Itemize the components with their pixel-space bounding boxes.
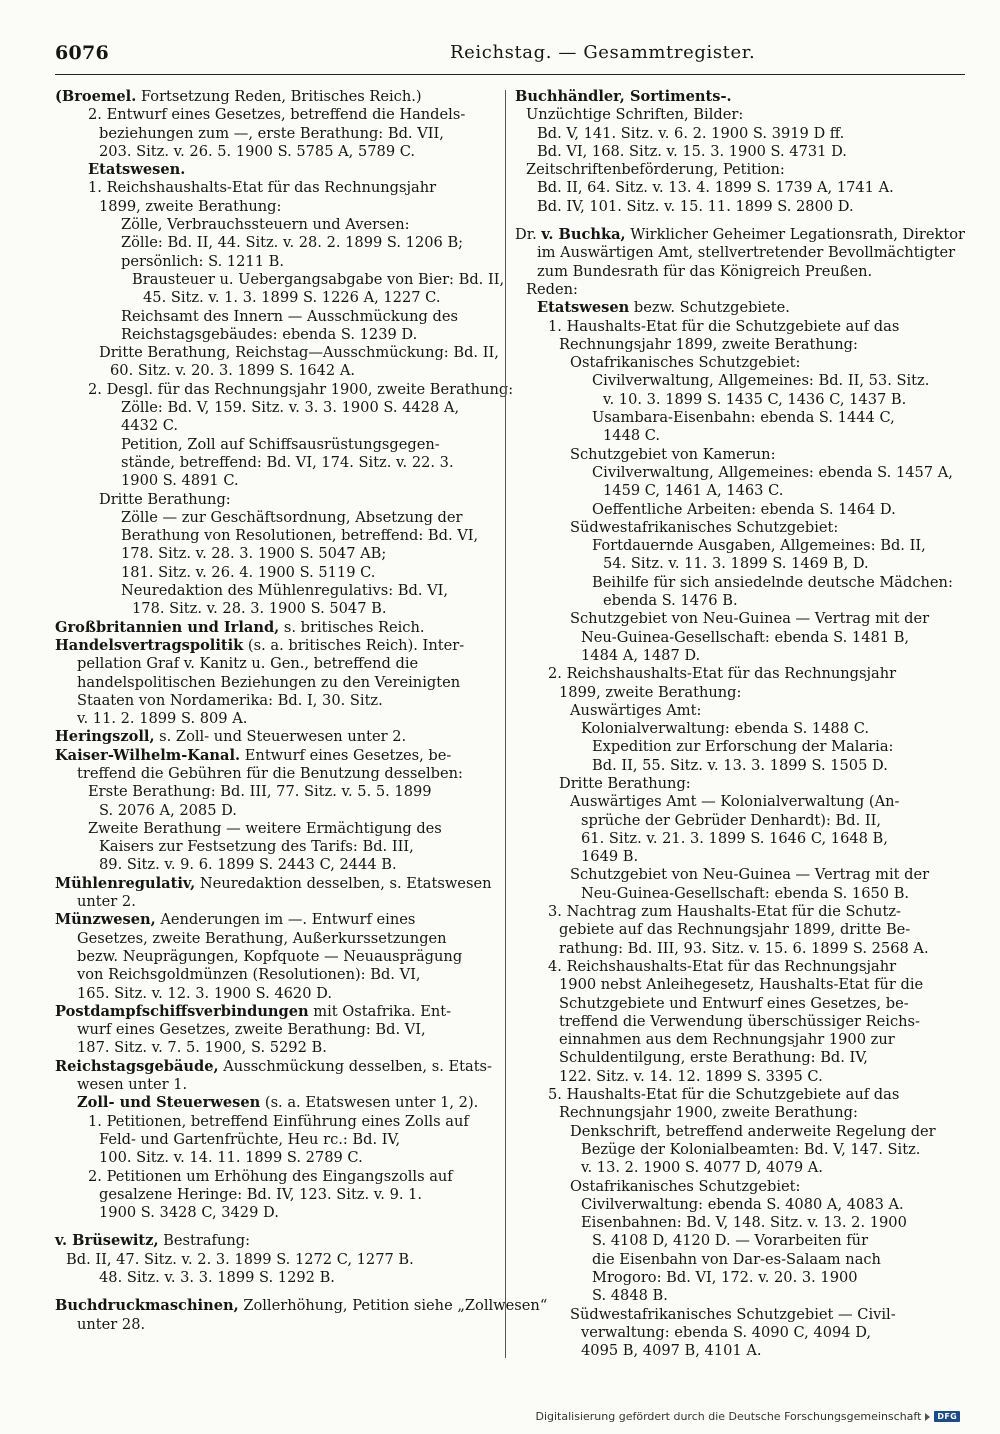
left-column — [55, 88, 548, 1334]
index-line: Reichstagsgebäude, Ausschmückung desselben, s. Etats- — [55, 1057, 492, 1075]
index-keyword: Zoll- und Steuerwesen — [77, 1094, 261, 1112]
index-line: S. 4108 D, 4120 D. — Vorarbeiten für — [592, 1232, 869, 1250]
index-line: wurf eines Gesetzes, zweite Berathung: Bd. VI, — [77, 1021, 426, 1039]
index-line: 187. Sitz. v. 7. 5. 1900, S. 5292 B. — [77, 1039, 327, 1057]
index-line: 1649 B. — [581, 848, 639, 866]
index-line: Beihilfe für sich ansiedelnde deutsche Mädchen: — [592, 573, 953, 591]
index-keyword: Buchhändler, Sortiments-. — [515, 88, 732, 105]
footer — [535, 1410, 960, 1423]
index-keyword: Kaiser-Wilhelm-Kanal. — [55, 746, 241, 764]
index-line: 178. Sitz. v. 28. 3. 1900 S. 5047 B. — [132, 600, 387, 618]
index-line: beziehungen zum —, erste Berathung: Bd. VII, — [99, 124, 444, 142]
index-line: 89. Sitz. v. 9. 6. 1899 S. 2443 C, 2444 B. — [99, 856, 397, 874]
index-line: 4432 C. — [121, 417, 179, 435]
index-line: 1899, zweite Berathung: — [559, 683, 742, 701]
index-line — [515, 88, 953, 106]
index-line: bezw. Neuprägungen, Kopfquote — Neuausprägung — [77, 947, 463, 965]
index-line: Kolonialverwaltung: ebenda S. 1488 C. — [581, 720, 869, 738]
index-line: 2. Desgl. für das Rechnungsjahr 1900, zweite Berathung: — [88, 380, 514, 398]
index-line: gebiete auf das Rechnungsjahr 1899, dritte Be- — [559, 921, 911, 939]
index-line: Bd. II, 47. Sitz. v. 2. 3. 1899 S. 1272 C, 1277 B. — [66, 1250, 414, 1268]
index-keyword: Etatswesen. — [88, 161, 186, 179]
index-line: persönlich: S. 1211 B. — [121, 252, 284, 270]
index-keyword: Münzwesen, — [55, 911, 156, 929]
index-line: Zölle — zur Geschäftsordnung, Absetzung der — [121, 508, 463, 526]
index-line: ebenda S. 1476 B. — [603, 592, 738, 610]
index-line: v. 13. 2. 1900 S. 4077 D, 4079 A. — [581, 1159, 823, 1177]
index-line: Südwestafrikanisches Schutzgebiet: — [570, 518, 839, 536]
index-line: 1448 C. — [603, 427, 661, 445]
index-line: 1. Haushalts-Etat für die Schutzgebiete auf das — [548, 317, 900, 335]
index-line: Schutzgebiete und Entwurf eines Gesetzes, be- — [559, 994, 909, 1012]
index-line: Rechnungsjahr 1900, zweite Berathung: — [559, 1104, 858, 1122]
index-line: v. Brüsewitz, Bestrafung: — [55, 1232, 251, 1250]
index-line: 1. Reichshaushalts-Etat für das Rechnungsjahr — [88, 179, 437, 197]
index-line: verwaltung: ebenda S. 4090 C, 4094 D, — [581, 1323, 872, 1341]
index-keyword: Buchdruckmaschinen, — [55, 1297, 239, 1315]
index-line: 61. Sitz. v. 21. 3. 1899 S. 1646 C, 1648 B, — [581, 829, 888, 847]
index-line: unter 28. — [77, 1315, 146, 1333]
index-line: 181. Sitz. v. 26. 4. 1900 S. 5119 C. — [121, 563, 376, 581]
index-line: 203. Sitz. v. 26. 5. 1900 S. 5785 A, 5789 C. — [99, 142, 416, 160]
index-line: 1. Petitionen, betreffend Einführung eines Zolls auf — [88, 1112, 469, 1130]
index-keyword: (Broemel. — [55, 88, 137, 105]
index-line: einnahmen aus dem Rechnungsjahr 1900 zur — [559, 1031, 895, 1049]
index-line: Dritte Berathung, Reichstag—Ausschmückung: Bd. II, — [99, 344, 499, 362]
index-line: Neu-Guinea-Gesellschaft: ebenda S. 1650 B. — [581, 884, 910, 902]
index-line: die Eisenbahn von Dar-es-Salaam nach — [592, 1250, 881, 1268]
index-line: zum Bundesrath für das Königreich Preußen. — [537, 262, 873, 280]
index-line: Heringszoll, s. Zoll- und Steuerwesen unter 2. — [55, 728, 407, 746]
index-line: Neu-Guinea-Gesellschaft: ebenda S. 1481 B, — [581, 628, 910, 646]
index-line: Feld- und Gartenfrüchte, Heu rc.: Bd. IV, — [99, 1130, 401, 1148]
index-line: Zweite Berathung — weitere Ermächtigung des — [88, 819, 442, 837]
index-line: Brausteuer u. Uebergangsabgabe von Bier: Bd. II, — [132, 270, 505, 288]
index-line: Münzwesen, Aenderungen im —. Entwurf eines — [55, 911, 416, 929]
index-line: Buchdruckmaschinen, Zollerhöhung, Petition siehe „Zollwesen“ — [55, 1297, 548, 1315]
index-keyword: Großbritannien und Irland, — [55, 618, 280, 636]
index-line: 2. Petitionen um Erhöhung des Eingangszolls auf — [88, 1167, 453, 1185]
page-header — [55, 38, 965, 72]
index-line: Mrogoro: Bd. VI, 172. v. 20. 3. 1900 — [592, 1269, 858, 1286]
running-head: Reichstag. — Gesammtregister. — [450, 42, 756, 63]
index-line: Civilverwaltung, Allgemeines: ebenda S. 1457 A, — [592, 463, 953, 481]
index-line: Petition, Zoll auf Schiffsausrüstungsgegen- — [121, 435, 440, 453]
index-line: treffend die Verwendung überschüssiger Reichs- — [559, 1012, 920, 1030]
index-line: Zölle, Verbrauchssteuern und Aversen: — [121, 216, 410, 234]
index-line: gesalzene Heringe: Bd. IV, 123. Sitz. v. 9. 1. — [99, 1185, 423, 1203]
index-line: v. 11. 2. 1899 S. 809 A. — [77, 710, 248, 728]
index-line: Postdampfschiffsverbindungen mit Ostafrika. Ent- — [55, 1002, 452, 1020]
index-line: stände, betreffend: Bd. VI, 174. Sitz. v. 22. 3. — [121, 453, 454, 471]
index-line: 1900 S. 4891 C. — [121, 472, 239, 490]
column-divider — [505, 90, 506, 1358]
index-line: Bd. VI, 168. Sitz. v. 15. 3. 1900 S. 4731 D. — [537, 142, 847, 160]
index-line: 1459 C, 1461 A, 1463 C. — [603, 482, 784, 500]
index-line: Mühlenregulativ, Neuredaktion desselben, s. Etatswesen — [55, 874, 492, 892]
index-line — [55, 161, 493, 179]
index-line: Reden: — [526, 280, 578, 298]
index-line: Großbritannien und Irland, s. britisches Reich. — [55, 618, 425, 636]
index-line: 1900 S. 3428 C, 3429 D. — [99, 1204, 279, 1222]
index-line: Ostafrikanisches Schutzgebiet: — [570, 354, 801, 372]
index-keyword: Handelsvertragspolitik — [55, 636, 244, 654]
index-line: Ostafrikanisches Schutzgebiet: — [570, 1177, 801, 1195]
index-line: Oeffentliche Arbeiten: ebenda S. 1464 D. — [592, 500, 896, 518]
index-line: Reichstagsgebäudes: ebenda S. 1239 D. — [121, 325, 418, 343]
index-line: Bd. II, 55. Sitz. v. 13. 3. 1899 S. 1505 D. — [592, 756, 888, 774]
index-line: Dr. v. Buchka, Wirklicher Geheimer Legationsrath, Direktor — [515, 226, 965, 244]
index-line: v. 10. 3. 1899 S. 1435 C, 1436 C, 1437 B. — [603, 390, 907, 408]
index-line: Zölle: Bd. V, 159. Sitz. v. 3. 3. 1900 S. 4428 A, — [121, 399, 460, 417]
index-line: Schutzgebiet von Kamerun: — [570, 445, 776, 463]
index-keyword: v. Brüsewitz, — [55, 1232, 159, 1250]
index-line: Kaisers zur Festsetzung des Tarifs: Bd. III, — [99, 838, 414, 856]
index-line: wesen unter 1. — [77, 1076, 188, 1094]
index-line: 45. Sitz. v. 1. 3. 1899 S. 1226 A, 1227 C. — [143, 289, 441, 307]
index-line: Zölle: Bd. II, 44. Sitz. v. 28. 2. 1899 S. 1206 B; — [121, 234, 464, 252]
index-line: Erste Berathung: Bd. III, 77. Sitz. v. 5. 5. 1899 — [88, 783, 432, 801]
index-line: 60. Sitz. v. 20. 3. 1899 S. 1642 A. — [110, 362, 356, 380]
index-line: sprüche der Gebrüder Denhardt): Bd. II, — [581, 811, 882, 829]
index-line: S. 4848 B. — [592, 1287, 668, 1305]
index-line: Civilverwaltung: ebenda S. 4080 A, 4083 A. — [581, 1195, 904, 1213]
index-line: Rechnungsjahr 1899, zweite Berathung: — [559, 335, 858, 353]
index-keyword: Heringszoll, — [55, 728, 155, 746]
page-number: 6076 — [55, 42, 110, 64]
index-line: Dritte Berathung: — [99, 490, 231, 508]
index-line: Dritte Berathung: — [559, 774, 691, 792]
footer-text: Digitalisierung gefördert durch die Deutsche Forschungsgemeinschaft — [535, 1410, 922, 1423]
index-line: von Reichsgoldmünzen (Resolutionen): Bd. VI, — [77, 966, 421, 984]
index-line: Berathung von Resolutionen, betreffend: Bd. VI, — [121, 527, 479, 545]
index-line: Expedition zur Erforschung der Malaria: — [592, 738, 894, 756]
index-line: Neuredaktion des Mühlenregulativs: Bd. VI, — [121, 582, 449, 600]
index-line: Staaten von Nordamerika: Bd. I, 30. Sitz. — [77, 691, 383, 709]
index-line: Schutzgebiet von Neu-Guinea — Vertrag mit der — [570, 866, 930, 884]
index-line: Kaiser-Wilhelm-Kanal. Entwurf eines Gesetzes, be- — [55, 746, 452, 764]
index-line: Schutzgebiet von Neu-Guinea — Vertrag mit der — [570, 610, 930, 628]
index-keyword: Etatswesen — [537, 299, 630, 317]
right-column — [515, 88, 965, 1360]
index-line: Unzüchtige Schriften, Bilder: — [526, 106, 744, 124]
index-line: Südwestafrikanisches Schutzgebiet — Civil- — [570, 1305, 896, 1323]
index-line: treffend die Gebühren für die Benutzung desselben: — [77, 764, 463, 782]
index-line: Bezüge der Kolonialbeamten: Bd. V, 147. Sitz. — [581, 1140, 921, 1158]
index-line: Civilverwaltung, Allgemeines: Bd. II, 53. Sitz. — [592, 372, 930, 390]
index-line: 178. Sitz. v. 28. 3. 1900 S. 5047 AB; — [121, 545, 387, 563]
index-line: 1900 nebst Anleihegesetz, Haushalts-Etat für die — [559, 976, 924, 994]
index-line: Fortdauernde Ausgaben, Allgemeines: Bd. II, — [592, 537, 926, 555]
index-line: 3. Nachtrag zum Haushalts-Etat für die Schutz- — [548, 903, 901, 921]
index-line: Denkschrift, betreffend anderweite Regelung der — [570, 1122, 936, 1140]
index-line: 2. Entwurf eines Gesetzes, betreffend die Handels- — [88, 106, 466, 124]
dfg-logo: DFG — [934, 1411, 960, 1422]
index-line: 2. Reichshaushalts-Etat für das Rechnungsjahr — [548, 665, 897, 683]
index-line: 165. Sitz. v. 12. 3. 1900 S. 4620 D. — [77, 984, 332, 1002]
index-line: 5. Haushalts-Etat für die Schutzgebiete auf das — [548, 1086, 900, 1104]
index-line: 48. Sitz. v. 3. 3. 1899 S. 1292 B. — [99, 1269, 335, 1286]
index-line: handelspolitischen Beziehungen zu den Vereinigten — [77, 673, 461, 691]
index-line: rathung: Bd. III, 93. Sitz. v. 15. 6. 1899 S. 2568 A. — [559, 939, 929, 957]
index-keyword: Reichstagsgebäude, — [55, 1057, 219, 1075]
index-line: 4. Reichshaushalts-Etat für das Rechnungsjahr — [548, 957, 897, 975]
index-line: unter 2. — [77, 893, 136, 911]
index-line: Auswärtiges Amt — Kolonialverwaltung (An- — [570, 793, 900, 811]
index-line: Zoll- und Steuerwesen (s. a. Etatswesen unter 1, 2). — [77, 1094, 479, 1112]
index-line: Schuldentilgung, erste Berathung: Bd. IV, — [559, 1049, 868, 1067]
index-line: 122. Sitz. v. 14. 12. 1899 S. 3395 C. — [559, 1067, 823, 1085]
arrow-icon — [925, 1413, 930, 1421]
index-line: Usambara-Eisenbahn: ebenda S. 1444 C, — [592, 409, 895, 427]
index-line: Handelsvertragspolitik (s. a. britisches Reich). Inter- — [55, 636, 465, 654]
index-line: Eisenbahnen: Bd. V, 148. Sitz. v. 13. 2. 1900 — [581, 1214, 907, 1232]
index-line: Zeitschriftenbeförderung, Petition: — [526, 161, 785, 179]
index-line: Bd. V, 141. Sitz. v. 6. 2. 1900 S. 3919 D ff. — [537, 124, 845, 142]
index-line: Bd. II, 64. Sitz. v. 13. 4. 1899 S. 1739 A, 1741 A. — [537, 179, 894, 197]
index-line: 4095 B, 4097 B, 4101 A. — [581, 1342, 762, 1360]
header-rule — [55, 74, 965, 75]
index-line: Bd. IV, 101. Sitz. v. 15. 11. 1899 S. 2800 D. — [537, 197, 854, 215]
index-line: S. 2076 A, 2085 D. — [99, 801, 237, 819]
index-line: Auswärtiges Amt: — [570, 701, 702, 719]
index-line: Etatswesen bezw. Schutzgebiete. — [537, 299, 790, 317]
index-line: 54. Sitz. v. 11. 3. 1899 S. 1469 B, D. — [603, 555, 869, 573]
index-line: 1484 A, 1487 D. — [581, 646, 701, 664]
index-line: (Broemel. Fortsetzung Reden, Britisches Reich.) — [55, 88, 422, 105]
index-line: im Auswärtigen Amt, stellvertretender Bevollmächtigter — [537, 244, 956, 262]
index-line: Reichsamt des Innern — Ausschmückung des — [121, 307, 458, 325]
index-keyword: Postdampfschiffsverbindungen — [55, 1002, 309, 1020]
index-line: pellation Graf v. Kanitz u. Gen., betreffend die — [77, 655, 419, 673]
index-line: 100. Sitz. v. 14. 11. 1899 S. 2789 C. — [99, 1149, 363, 1167]
index-line: Gesetzes, zweite Berathung, Außerkurssetzungen — [77, 929, 447, 947]
index-line: 1899, zweite Berathung: — [99, 197, 282, 215]
index-keyword: v. Buchka, — [541, 226, 626, 244]
index-keyword: Mühlenregulativ, — [55, 874, 196, 892]
